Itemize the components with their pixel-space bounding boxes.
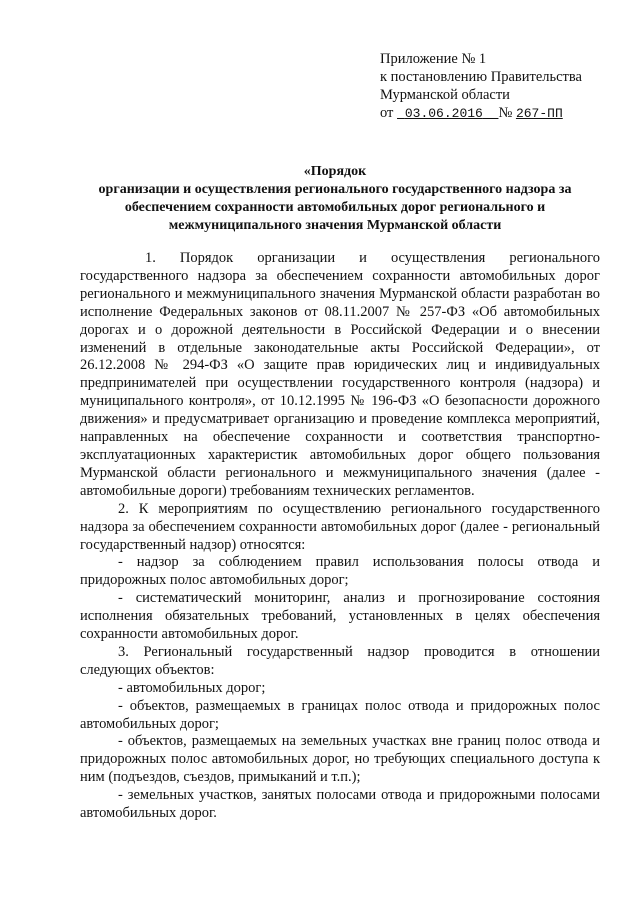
title-line-3: обеспечением сохранности автомобильных дорог регионального и xyxy=(124,200,546,215)
title-line-1: «Порядок xyxy=(303,164,367,179)
document-body xyxy=(80,250,600,823)
date-number-line xyxy=(380,104,582,123)
list-item: - систематический мониторинг, анализ и прогнозирование состояния исполнения обязательных требований, установленных в целях обеспечения сохранности автомобильных дорог. xyxy=(80,590,600,643)
paragraph-2: 2. К мероприятиям по осуществлению регионального государственного надзора за обеспечением сохранности автомобильных дорог (далее - региональный государственный надзор) относятся: xyxy=(80,500,600,553)
list-item: - автомобильных дорог; xyxy=(118,679,266,696)
title-line-4: межмуниципального значения Мурманской области xyxy=(168,218,502,233)
region-label: Мурманской области xyxy=(380,87,510,103)
appendix-label: Приложение № 1 xyxy=(380,51,487,67)
list-item: - надзор за соблюдением правил использования полосы отвода и придорожных полос автомобильных дорог; xyxy=(80,554,600,589)
document-title xyxy=(70,163,600,235)
document-number: 267-ПП xyxy=(515,106,563,121)
list-item: - объектов, размещаемых на земельных участках вне границ полос отвода и придорожных полос автомобильных дорог, но требующих специального доступа к ним (подъездов, съездов, примыканий и т.п.); xyxy=(80,733,600,786)
document-date: 03.06.2016 xyxy=(404,106,483,121)
paragraph-1: 1. Порядок организации и осуществления регионального государственного надзора за обеспечением сохранности автомобильных дорог регионального и межмуниципального значения Мурманской области разработан во исполнение Федеральных законов от 08.11.2007 № 257-ФЗ «Об автомобильных дорогах и о дорожной деятельности в Российской Федерации и о внесении изменений в отдельные законодательные акты Российской Федерации», от 26.12.2008 № 294-ФЗ «О защите прав юридических лиц и индивидуальных предпринимателей при осуществлении государственного контроля (надзора) и муниципального контроля», от 10.12.1995 № 196-ФЗ «О безопасности дорожного движения» и предусматривает организацию и проведение комплекса мероприятий, направленных на обеспечение сохранности и соответствия транспортно-эксплуатационных характеристик автомобильных дорог общего пользования Мурманской области регионального и межмуниципального значения (далее - автомобильные дороги) требованиям технических регламентов. xyxy=(80,250,600,499)
title-line-2: организации и осуществления регионального государственного надзора за xyxy=(98,182,572,197)
number-prefix: № xyxy=(498,105,513,121)
date-prefix: от xyxy=(380,105,394,121)
paragraph-3: 3. Региональный государственный надзор проводится в отношении следующих объектов: xyxy=(80,643,600,678)
list-item: - объектов, размещаемых в границах полос отвода и придорожных полос автомобильных дорог; xyxy=(80,697,600,732)
resolution-label: к постановлению Правительства xyxy=(380,69,582,85)
document-header xyxy=(380,50,582,123)
list-item: - земельных участков, занятых полосами отвода и придорожными полосами автомобильных дорог. xyxy=(80,787,600,822)
